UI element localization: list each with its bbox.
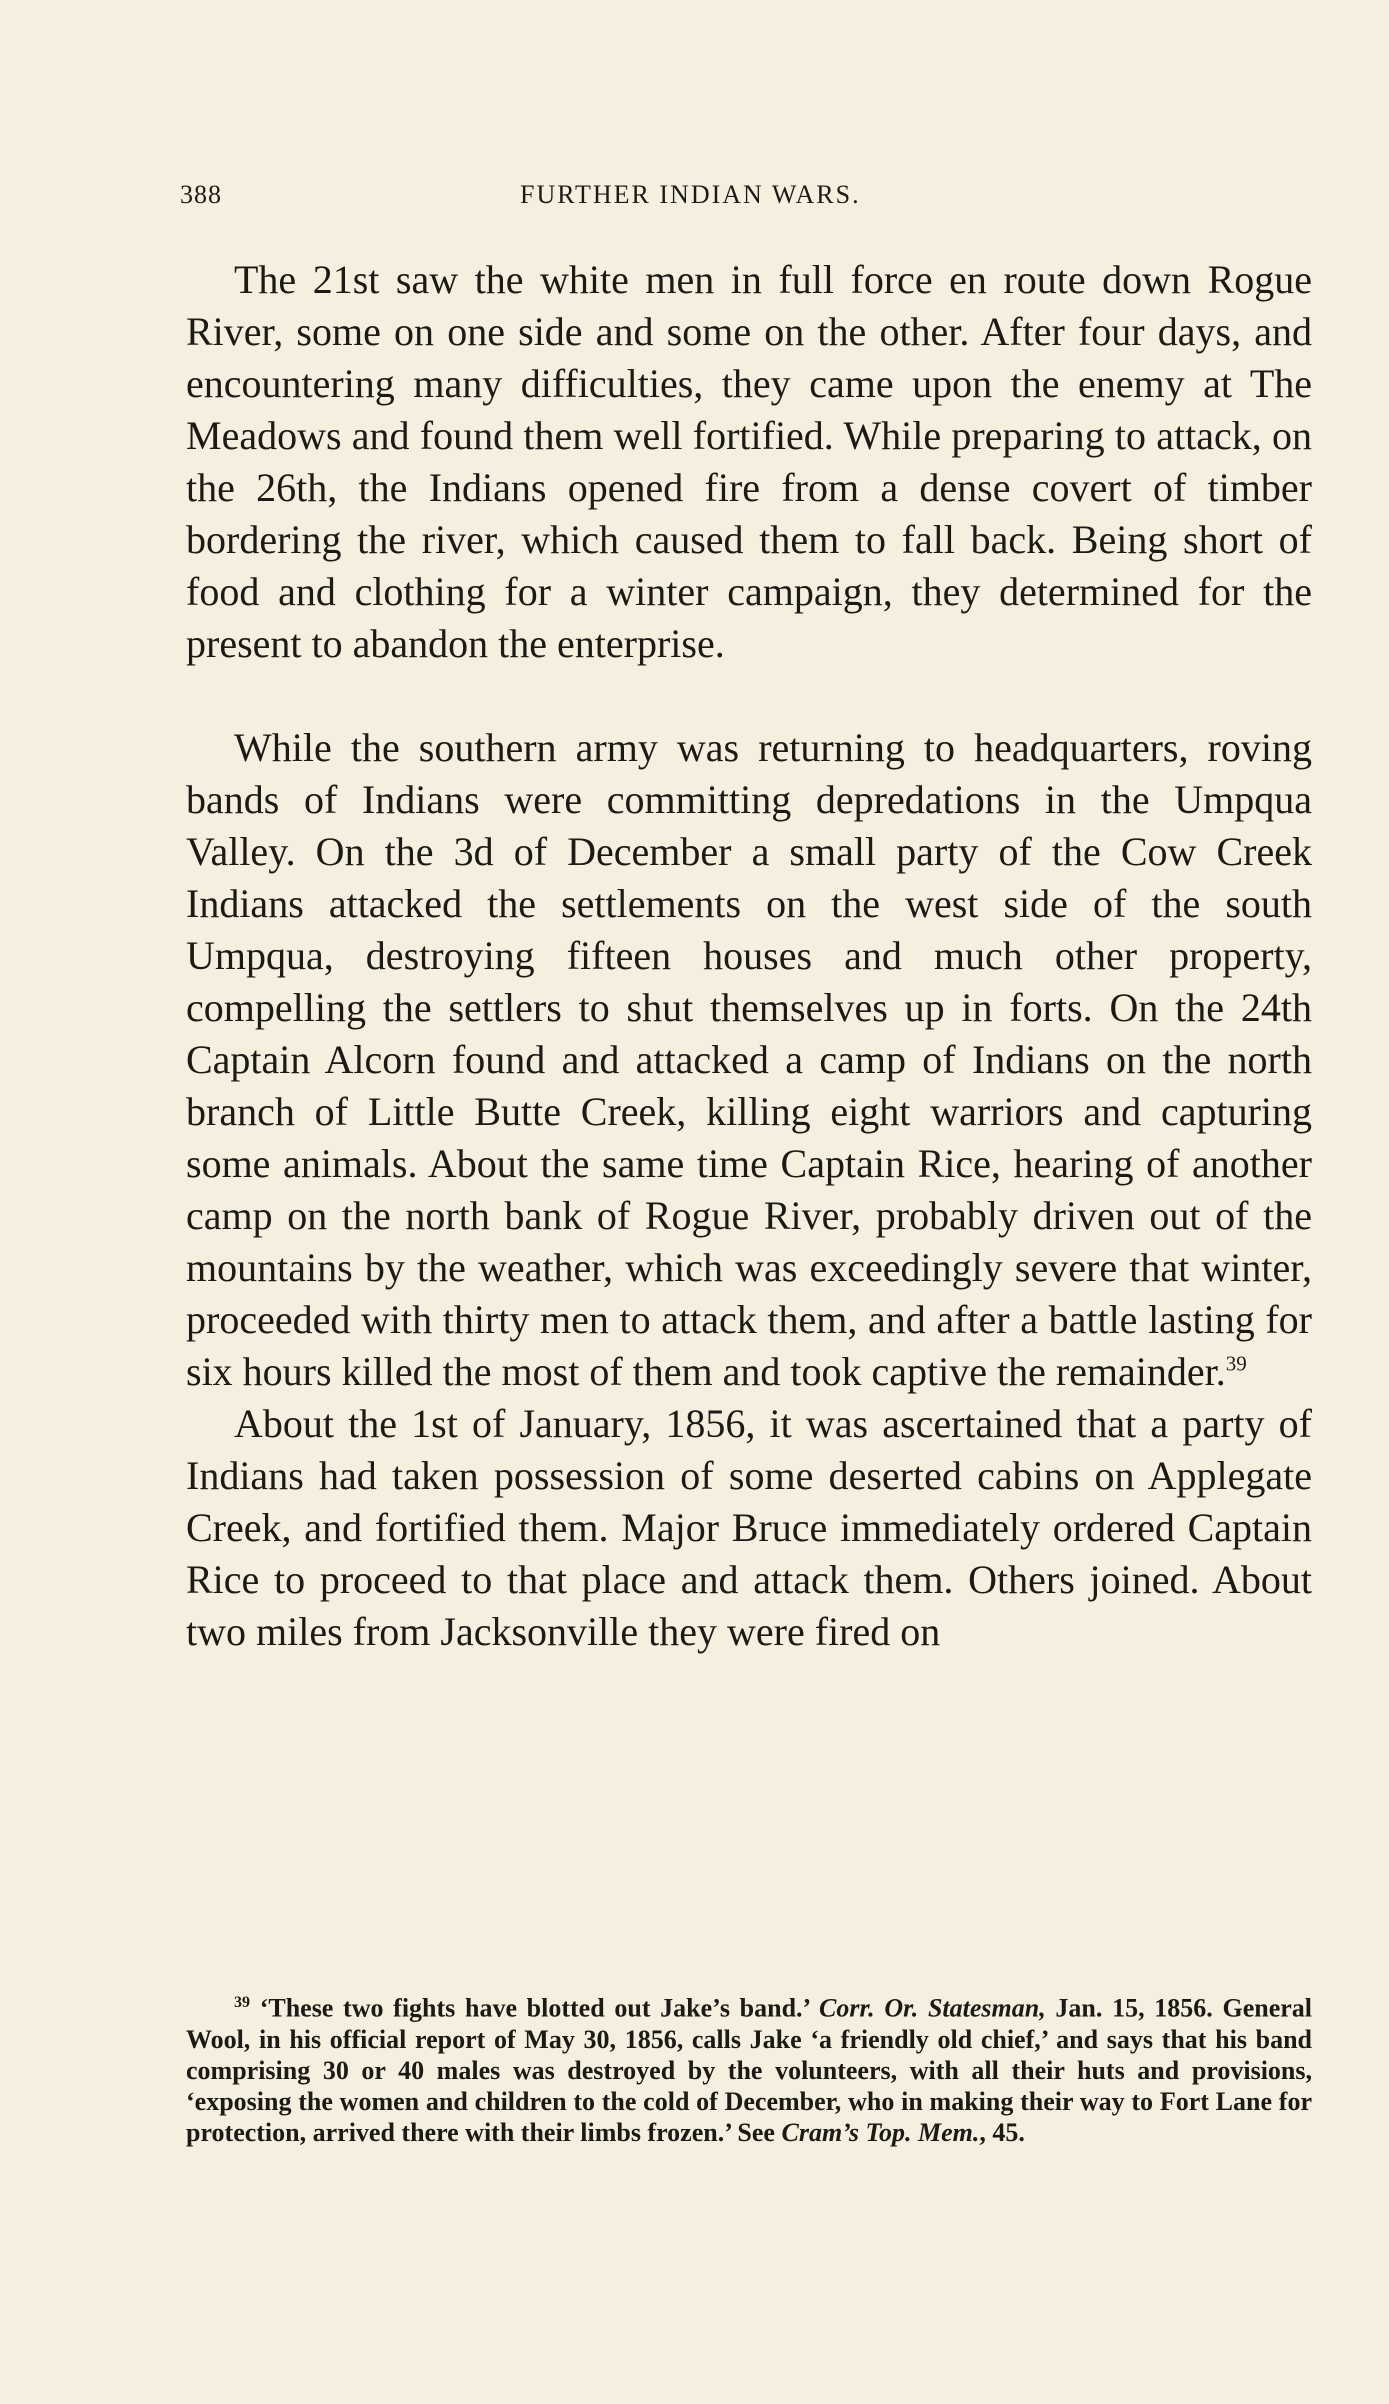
main-text [186, 254, 1312, 1658]
footnote-reference: 39 [1225, 1351, 1247, 1376]
page-number: 388 [180, 180, 222, 209]
paragraph-2 [186, 722, 1312, 1398]
paragraph-2-text: While the southern army was returning to headquarters, roving bands of Indians were committing depredations in the Umpqua Valley. On the 3d of December a small party of the Cow Creek Indians attacked the settlements on the west side of the south Umpqua, destroying fifteen houses and much other property, compelling the settlers to shut themselves up in forts. On the 24th Captain Alcorn found and attacked a camp of Indians on the north branch of Little Butte Creek, killing eight warriors and capturing some animals. About the same time Captain Rice, hearing of another camp on the north bank of Rogue River, probably driven out of the mountains by the weather, which was exceedingly severe that winter, proceeded with thirty men to attack them, and after a battle lasting for six hours killed the most of them and took captive the remainder. [186, 725, 1312, 1394]
footnote-text-3: , 45. [979, 2117, 1025, 2147]
paragraph-1: The 21st saw the white men in full force en route down Rogue River, some on one side and some on the other. After four days, and encountering many difficulties, they came upon the enemy at The Meadows and found them well fortified. While preparing to attack, on the 26th, the Indians opened fire from a dense covert of timber bordering the river, which caused them to fall back. Being short of food and clothing for a winter campaign, they determined for the present to abandon the enterprise. [186, 257, 1312, 666]
page-header [180, 180, 980, 216]
footnote [186, 1987, 1312, 2148]
footnote-text-1: ‘These two fights have blotted out Jake’s band.’ [250, 1993, 819, 2023]
footnote-39 [186, 1987, 1312, 2148]
footnote-source-2: Cram’s Top. Mem. [781, 2117, 980, 2147]
paragraph-3: About the 1st of January, 1856, it was ascertained that a party of Indians had taken possession of some deserted cabins on Applegate Creek, and fortified them. Major Bruce immediately ordered Captain Rice to proceed to that place and attack them. Others joined. About two miles from Jacksonville they were fired on [186, 1401, 1312, 1654]
footnote-marker: 39 [234, 1994, 250, 2011]
footnote-text-2: Jan. 15, 1856. General Wool, in his official report of May 30, 1856, calls Jake ‘a friendly old chief,’ and says that his band comprising 30 or 40 males was destroyed by the volunteers, with all their huts and provisions, ‘exposing the women and children to the cold of December, who in making their way to Fort Lane for protection, arrived there with their limbs frozen.’ See [186, 1993, 1312, 2147]
running-head: FURTHER INDIAN WARS. [520, 180, 861, 209]
footnote-source-1: Corr. Or. Statesman, [818, 1993, 1046, 2023]
